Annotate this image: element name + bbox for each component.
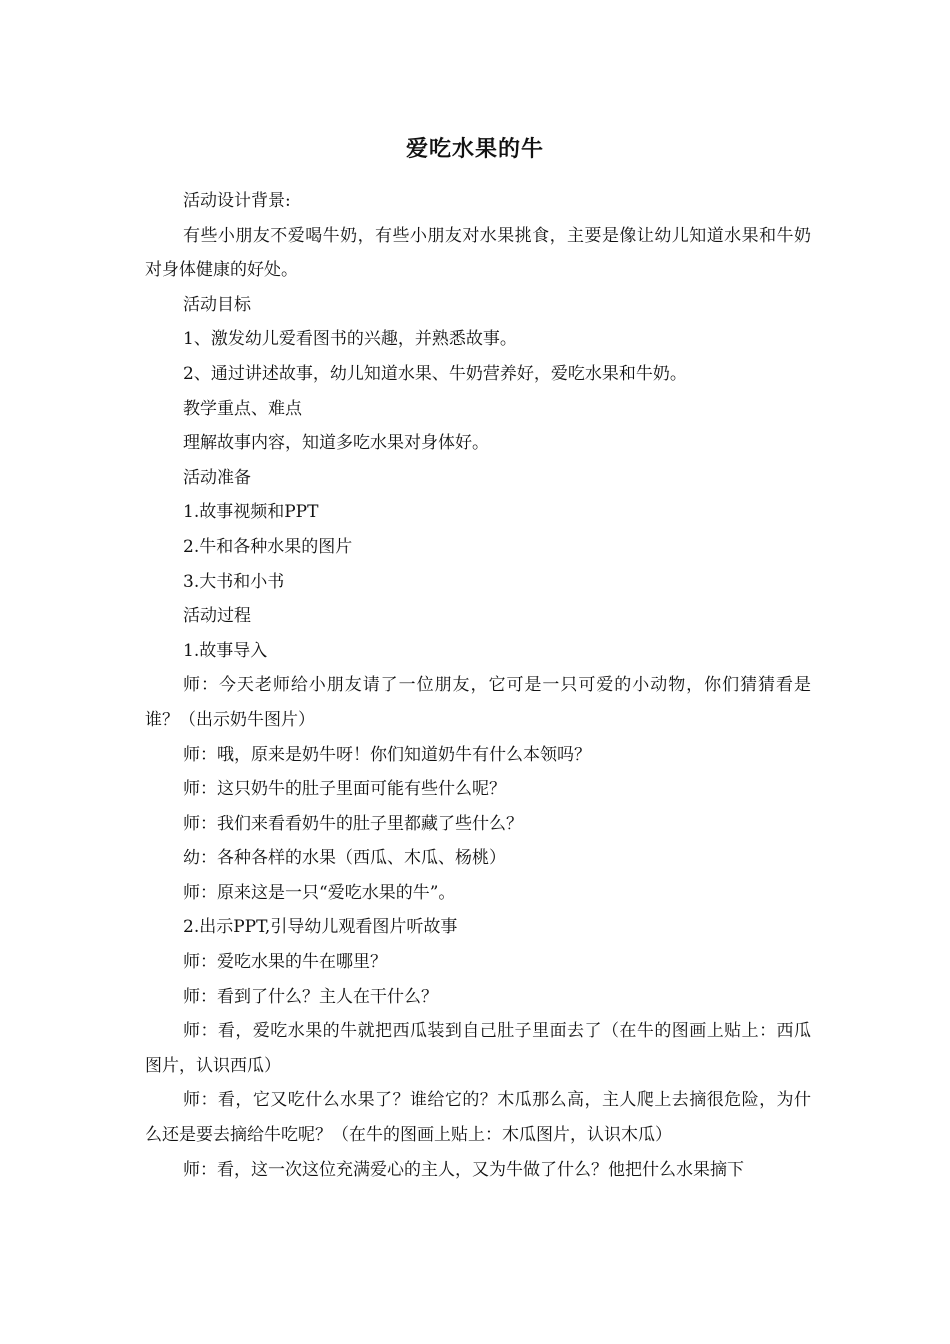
section-heading-process: 活动过程: [183, 606, 251, 627]
dialogue-line: 师：哦，原来是奶牛呀！你们知道奶牛有什么本领吗？: [183, 744, 591, 765]
process-step-1: 1.故事导入: [183, 640, 268, 661]
paragraph-background: 有些小朋友不爱喝牛奶，有些小朋友对水果挑食，主要是像让幼儿知道水果和牛奶对身体健康的好处。: [145, 225, 811, 281]
section-heading-preparation: 活动准备: [183, 467, 251, 488]
dialogue-line: 师：这只奶牛的肚子里面可能有些什么呢？: [183, 779, 506, 800]
dialogue-line: 师：看，它又吃什么水果了？谁给它的？木瓜那么高，主人爬上去摘很危险，为什么还是要去摘给牛吃呢？（在牛的图画上贴上：木瓜图片，认识木瓜）: [145, 1090, 811, 1146]
document-body: [145, 184, 811, 1187]
dialogue-line: 师：今天老师给小朋友请了一位朋友，它可是一只可爱的小动物，你们猜猜看是谁？（出示奶牛图片）: [145, 675, 811, 730]
dialogue-line: 师：看，这一次这位充满爱心的主人，又为牛做了什么？他把什么水果摘下: [183, 1159, 744, 1180]
section-heading-background: 活动设计背景:: [183, 191, 291, 211]
dialogue-line: 师：看，爱吃水果的牛就把西瓜装到自己肚子里面去了（在牛的图画上贴上：西瓜图片，认识西瓜）: [145, 1021, 811, 1076]
dialogue-line: 师：看到了什么？主人在干什么？: [183, 986, 438, 1007]
preparation-item-1: 1.故事视频和PPT: [183, 502, 319, 523]
goal-item-1: 1、激发幼儿爱看图书的兴趣，并熟悉故事。: [183, 329, 517, 350]
dialogue-line: 师：原来这是一只“爱吃水果的牛”。: [183, 882, 456, 903]
preparation-item-2: 2.牛和各种水果的图片: [183, 536, 353, 557]
preparation-item-3: 3.大书和小书: [183, 571, 285, 592]
dialogue-line: 幼：各种各样的水果（西瓜、木瓜、杨桃）: [183, 848, 506, 869]
process-step-2: 2.出示PPT,引导幼儿观看图片听故事: [183, 917, 458, 938]
document-title: 爱吃水果的牛: [405, 136, 544, 162]
goal-item-2: 2、通过讲述故事，幼儿知道水果、牛奶营养好，爱吃水果和牛奶。: [183, 363, 687, 384]
dialogue-line: 师：我们来看看奶牛的肚子里都藏了些什么？: [183, 813, 523, 834]
paragraph-key-points: 理解故事内容，知道多吃水果对身体好。: [183, 433, 489, 454]
dialogue-line: 师：爱吃水果的牛在哪里？: [183, 952, 387, 973]
section-heading-key-points: 教学重点、难点: [183, 398, 302, 419]
section-heading-goals: 活动目标: [183, 294, 251, 315]
